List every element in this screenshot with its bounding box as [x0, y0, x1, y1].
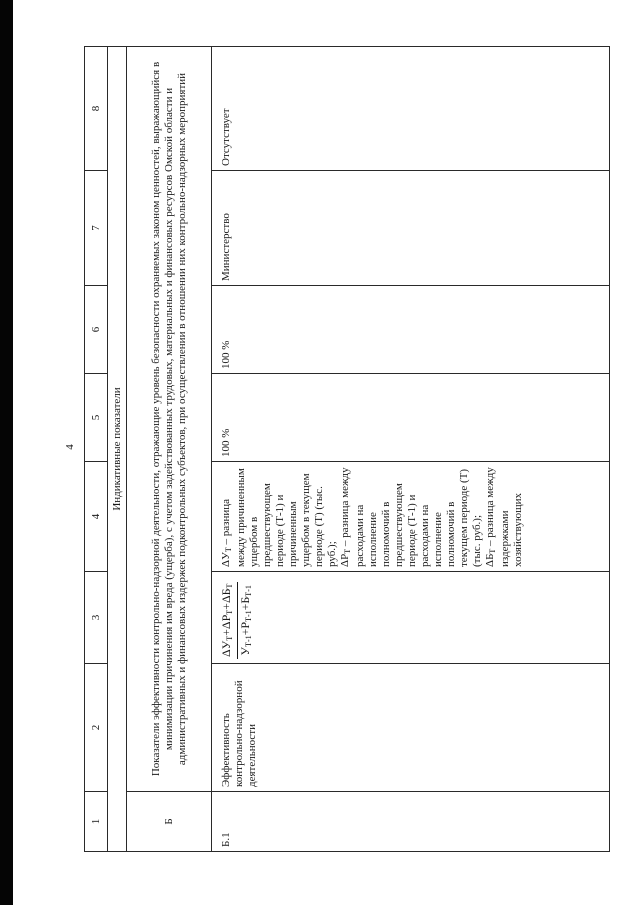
formula-cell: [212, 572, 610, 664]
indicator-code: Б.1: [212, 792, 610, 852]
variable-subscript: Т: [224, 547, 233, 553]
formula-subscript: Т-1: [244, 585, 253, 597]
formula-term: +Б: [238, 596, 252, 611]
target-value: 100 %: [212, 374, 610, 462]
notes: Отсутствует: [212, 47, 610, 171]
formula-denominator: [238, 582, 255, 659]
variable-symbol: ΔБ: [484, 553, 496, 567]
indicator-table: [84, 46, 610, 852]
group-description: Показатели эффективности контрольно-надзорной деятельности, отражающие уровень безопасности охраняемых законом ценностей, выражающийся в минимизации причинения им вреда (ущерба), с учетом задействованных трудовых, материальных и финансовых ресурсов Омской области и административных и финансовых издержек подконтрольных субъектов, при осуществлении в отношении них контрольно-надзорных мероприятий: [127, 47, 212, 792]
variable-descriptions: [212, 462, 610, 572]
rotated-table-frame: [84, 47, 610, 852]
column-number: 3: [85, 572, 108, 664]
variable-symbol: ΔУ: [220, 552, 232, 567]
variable-subscript: Т: [488, 548, 497, 554]
variable-description: – разница между причиненным ущербом в предшествующем периоде (Т-1) и причиненным ущербом в текущем периоде (Т) (тыс. руб.);: [220, 468, 338, 567]
column-number: 1: [85, 792, 108, 852]
formula: [220, 582, 255, 659]
section-title: Индикативные показатели: [108, 47, 127, 852]
formula-subscript: Т-1: [244, 635, 253, 647]
formula-numerator: [220, 582, 238, 659]
formula-subscript: Т: [225, 635, 234, 641]
indicator-table-wrapper: [84, 47, 610, 852]
column-number-row: [85, 47, 108, 852]
formula-term: У: [238, 646, 252, 656]
page-number: 4: [64, 444, 76, 450]
indicator-row: [212, 47, 610, 852]
group-code: Б: [127, 792, 212, 852]
variable-description: – разница между издержками хозяйствующих: [484, 467, 524, 567]
responsible-body: Министерство: [212, 171, 610, 286]
column-number: 8: [85, 47, 108, 171]
formula-subscript: Т: [225, 609, 234, 615]
formula-subscript: Т-1: [244, 610, 253, 622]
scan-edge: [0, 0, 13, 905]
variable-subscript: Т: [343, 548, 352, 554]
formula-subscript: Т: [225, 583, 234, 589]
variable-symbol: ΔР: [339, 553, 351, 567]
variable-description: – разница между расходами на исполнение полномочий в предшествующем периоде (Т-1) и расходами на исполнение полномочий в текущем периоде (Т) (тыс. руб.);: [339, 467, 483, 567]
formula-term: +Р: [238, 621, 252, 636]
column-number: 5: [85, 374, 108, 462]
column-number: 7: [85, 171, 108, 286]
formula-term: +ΔБ: [219, 588, 233, 610]
formula-term: ΔУ: [219, 640, 233, 657]
formula-term: +ΔР: [219, 614, 233, 636]
column-number: 2: [85, 664, 108, 792]
group-row: [127, 47, 212, 852]
column-number: 4: [85, 462, 108, 572]
indicator-name: Эффективность контрольно-надзорной деятельности: [212, 664, 610, 792]
actual-value: 100 %: [212, 286, 610, 374]
section-title-row: [108, 47, 127, 852]
column-number: 6: [85, 286, 108, 374]
